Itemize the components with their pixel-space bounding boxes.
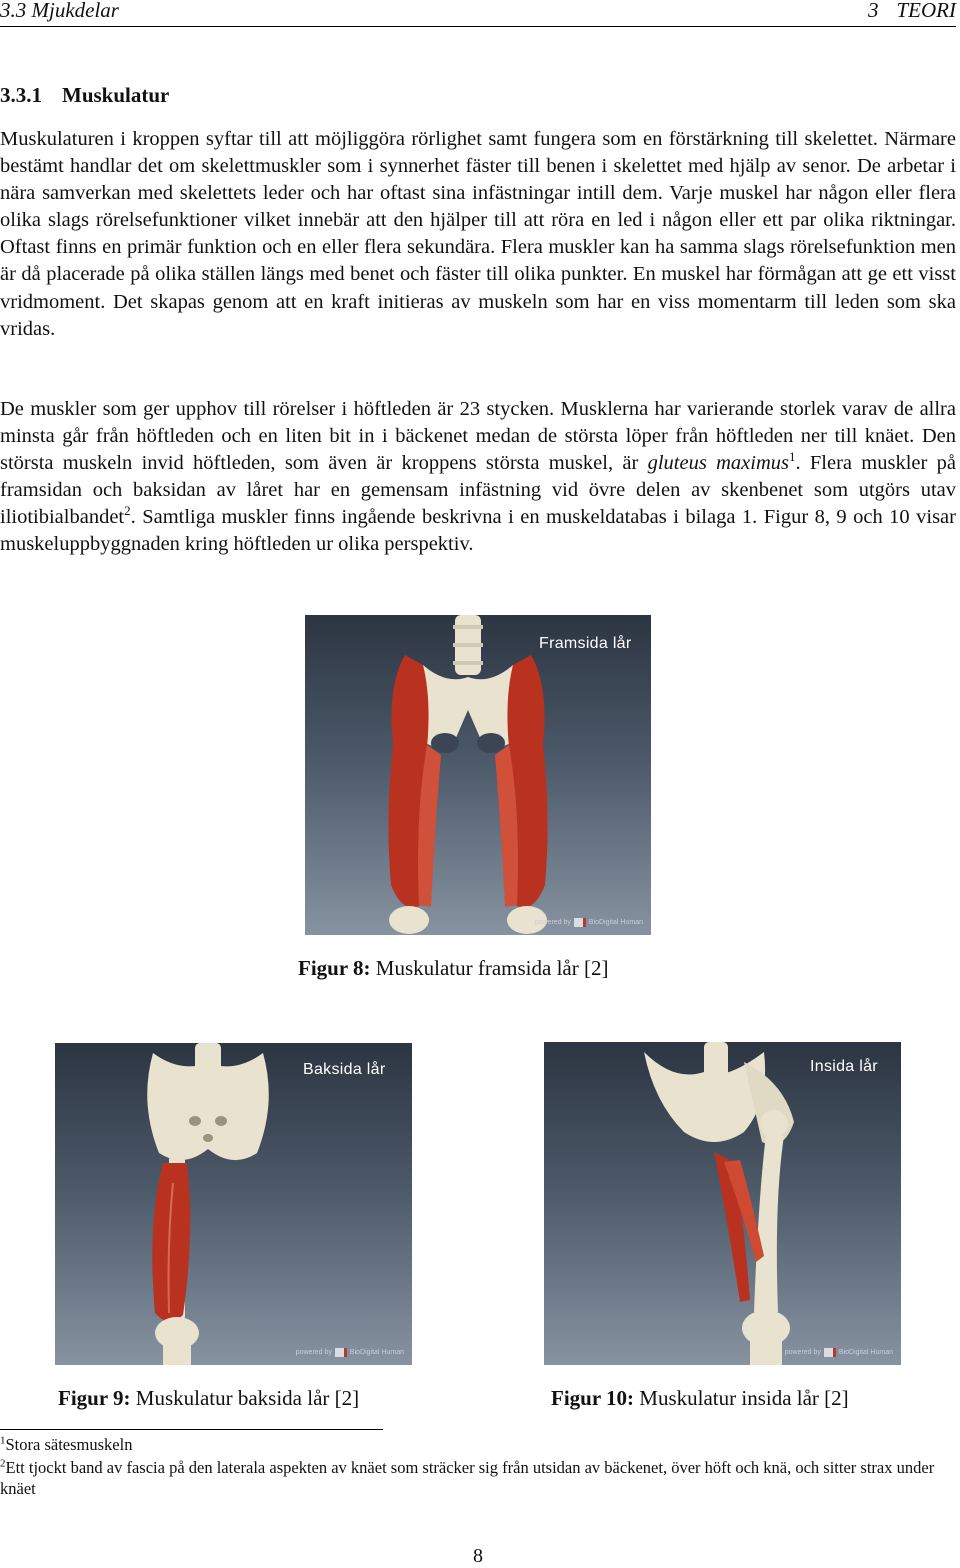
figure-9-caption-text: Muskulatur baksida lår [2] [130, 1386, 360, 1410]
paragraph-2 [0, 396, 956, 559]
paragraph-1: Muskulaturen i kroppen syftar till att möjliggöra rörlighet samt fungera som en förstärkning till skelettet. Närmare bestämt handlar det om skelettmuskler som i synnerhet fäster till benen i skelettet med hjälp av senor. De arbetar i nära samverkan med skelettets leder och har oftast sina infästningar intill dem. Varje muskel har någon eller flera olika slags rörelsefunktioner vilket innebär att den hjälper till att röra en led i någon eller ett par olika riktningar. Oftast finns en primär funktion och en eller flera sekundära. Flera muskler kan ha samma slags rörelsefunktion men är då placerade på olika ställen längs med benet och fäster till olika punkter. En muskel har förmågan att ge ett visst vridmoment. Det skapas genom att en kraft initieras av muskeln som har en viss momentarm till leden som ska vridas. [0, 128, 956, 340]
figure-10-brand [785, 1348, 893, 1357]
biodigital-logo-icon [574, 918, 586, 927]
figure-9-caption-prefix: Figur 9: [58, 1386, 131, 1410]
brand-powered-text: powered by [295, 1349, 332, 1356]
biodigital-logo-icon [824, 1348, 836, 1357]
section-number: 3.3.1 [0, 83, 42, 107]
figure-10-caption [551, 1386, 849, 1411]
figure-8-caption [298, 956, 608, 981]
figure-10-caption-prefix: Figur 10: [551, 1386, 635, 1410]
header-section-title: Mjukdelar [31, 0, 119, 22]
figure-8-label: Framsida lår [539, 635, 632, 652]
figure-9-caption [58, 1386, 359, 1411]
figure-9-label: Baksida lår [303, 1061, 386, 1078]
brand-name-text: BioDigital Human [838, 1349, 893, 1356]
figure-8-caption-prefix: Figur 8: [298, 956, 371, 980]
posterior-thigh-illustration [55, 1043, 412, 1365]
footnote-2-text: Ett tjockt band av fascia på den laterala aspekten av knäet som sträcker sig från utsidan av bäckenet, över höft och knä, och sitter strax under knäet [0, 1458, 935, 1498]
figure-10-label: Insida lår [810, 1058, 878, 1075]
figure-10-image [544, 1042, 901, 1365]
figure-8-image [305, 615, 651, 935]
footnote-1 [0, 1434, 956, 1455]
footnote-2-mark: 2 [0, 1457, 6, 1470]
paragraph-2-part-b: . Flera muskler på framsidan och baksidan av låret har en gemensam infästning vid övre delen av skenbenet som utgörs utav iliotibialbandet [0, 452, 956, 529]
header-section-number: 3.3 [0, 0, 27, 22]
footnote-1-mark: 1 [0, 1434, 6, 1447]
footnote-rule [0, 1429, 383, 1430]
biodigital-logo-icon [335, 1348, 347, 1357]
page-number: 8 [473, 1545, 483, 1567]
header-chapter-title: TEORI [896, 0, 956, 22]
figure-10-caption-text: Muskulatur insida lår [2] [634, 1386, 849, 1410]
paragraph-2-part-a: De muskler som ger upphov till rörelser i höftleden är 23 stycken. Musklerna har varierande storlek varav de allra minsta går från höftleden och en liten bit in i bäckenet medan de största löper från höftleden ner till knäet. Den största muskeln invid höftleden, som även är kroppens största muskel, är [0, 398, 956, 475]
figure-9-image [55, 1043, 412, 1365]
figure-9-brand [296, 1348, 404, 1357]
section-title: Muskulatur [62, 83, 170, 107]
brand-powered-text: powered by [534, 919, 571, 926]
paragraph-2-part-c: . Samtliga muskler finns ingående beskrivna i en muskeldatabas i bilaga 1. Figur 8, 9 och 10 visar muskeluppbyggnaden kring höftleden ur olika perspektiv. [0, 506, 956, 556]
brand-name-text: BioDigital Human [349, 1349, 404, 1356]
gluteus-term: gluteus maximus [647, 452, 789, 475]
medial-thigh-illustration [544, 1042, 901, 1365]
figure-8-caption-text: Muskulatur framsida lår [2] [370, 956, 609, 980]
footnote-ref-1[interactable]: 1 [788, 449, 796, 465]
header-section [0, 0, 119, 23]
brand-powered-text: powered by [784, 1349, 821, 1356]
running-header [0, 0, 956, 27]
header-chapter [868, 0, 956, 23]
brand-name-text: BioDigital Human [588, 919, 643, 926]
footnote-ref-2[interactable]: 2 [124, 503, 131, 519]
footnote-1-text: Stora sätesmuskeln [5, 1435, 133, 1454]
section-heading [0, 83, 169, 108]
anterior-thigh-illustration [305, 615, 651, 935]
footnote-2 [0, 1457, 956, 1499]
figure-8-brand [535, 918, 643, 927]
header-chapter-number: 3 [868, 0, 879, 22]
